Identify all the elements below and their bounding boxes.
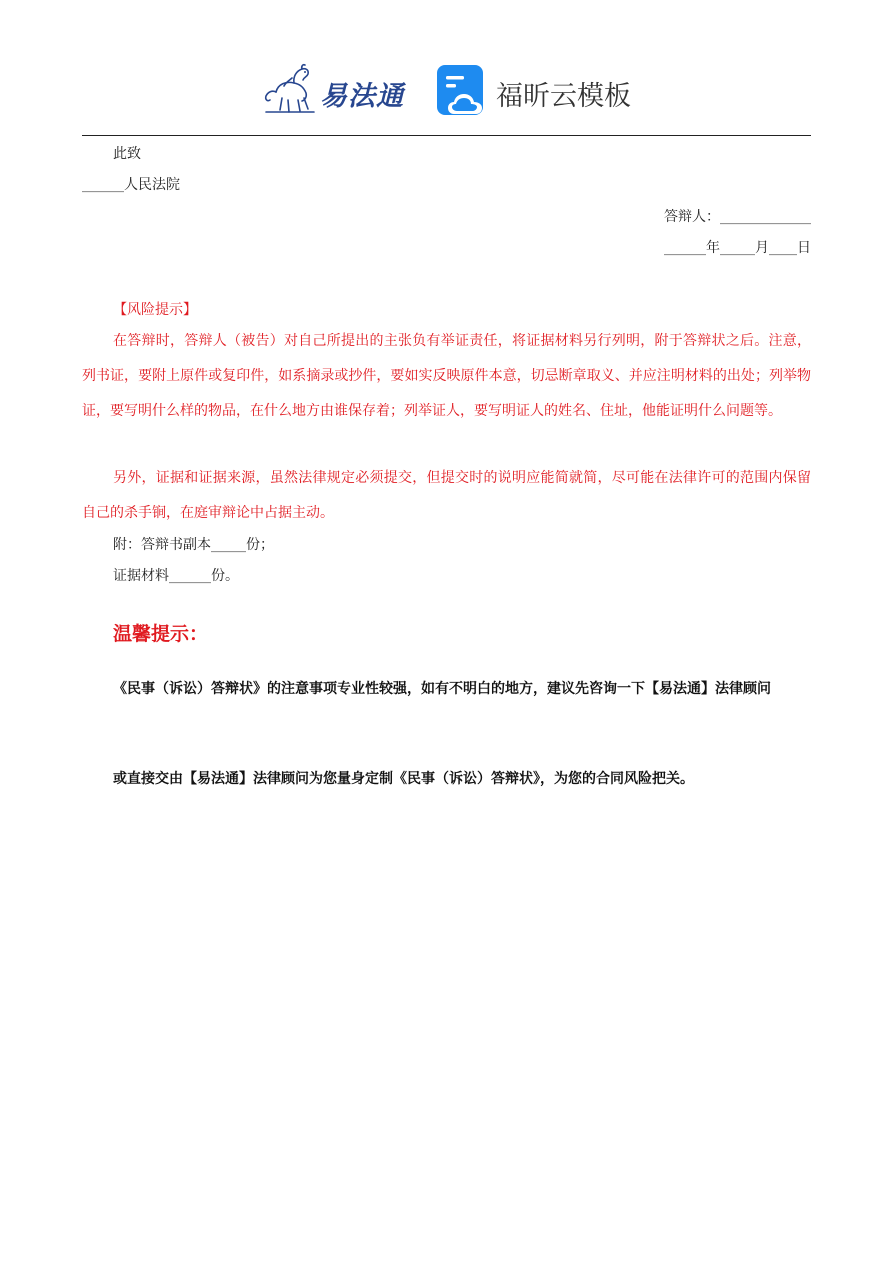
horse-emblem-icon: [262, 62, 320, 118]
risk-heading: 【风险提示】: [113, 302, 197, 318]
risk-paragraph-1: 在答辩时，答辩人（被告）对自己所提出的主张负有举证责任，将证据材料另行列明，附于答辩状之后。注意，列书证，要附上原件或复印件，如系摘录或抄件，要如实反映原件本意，切忌断章取义、并应注明材料的出处；列举物证，要写明什么样的物品，在什么地方由谁保存着；列举证人，要写明证人的姓名、住址，他能证明什么问题等。: [82, 333, 811, 419]
page-header: [0, 56, 893, 126]
warm-notice-title: 温馨提示：: [113, 623, 209, 645]
warm-notice-paragraph-1: 《民事（诉讼）答辩状》的注意事项专业性较强，如有不明白的地方，建议先咨询一下【易法通】法律顾问: [113, 681, 771, 697]
fuxin-logo-text: 福昕云模板: [496, 81, 631, 112]
yifatong-logo: [262, 62, 422, 120]
date-line: ______年_____月____日: [664, 240, 811, 256]
attachment-copies-line: 附：答辩书副本_____份；: [113, 537, 274, 553]
risk-paragraph-2: 另外，证据和证据来源，虽然法律规定必须提交，但提交时的说明应能简就简，尽可能在法律许可的范围内保留自己的杀手锏，在庭审辩论中占据主动。: [82, 470, 811, 521]
attachment-evidence-line: 证据材料______份。: [113, 568, 239, 584]
cloud-document-icon: [436, 64, 490, 118]
court-line: ______人民法院: [82, 177, 180, 193]
salutation: 此致: [113, 146, 141, 162]
respondent-signature-line: 答辩人：_____________: [664, 209, 811, 225]
warm-notice-paragraph-2: 或直接交由【易法通】法律顾问为您量身定制《民事（诉讼）答辩状》，为您的合同风险把关。: [113, 771, 694, 787]
fuxin-logo: [436, 64, 646, 118]
header-divider: [82, 135, 811, 136]
yifatong-logo-text: 易法通: [320, 81, 404, 112]
